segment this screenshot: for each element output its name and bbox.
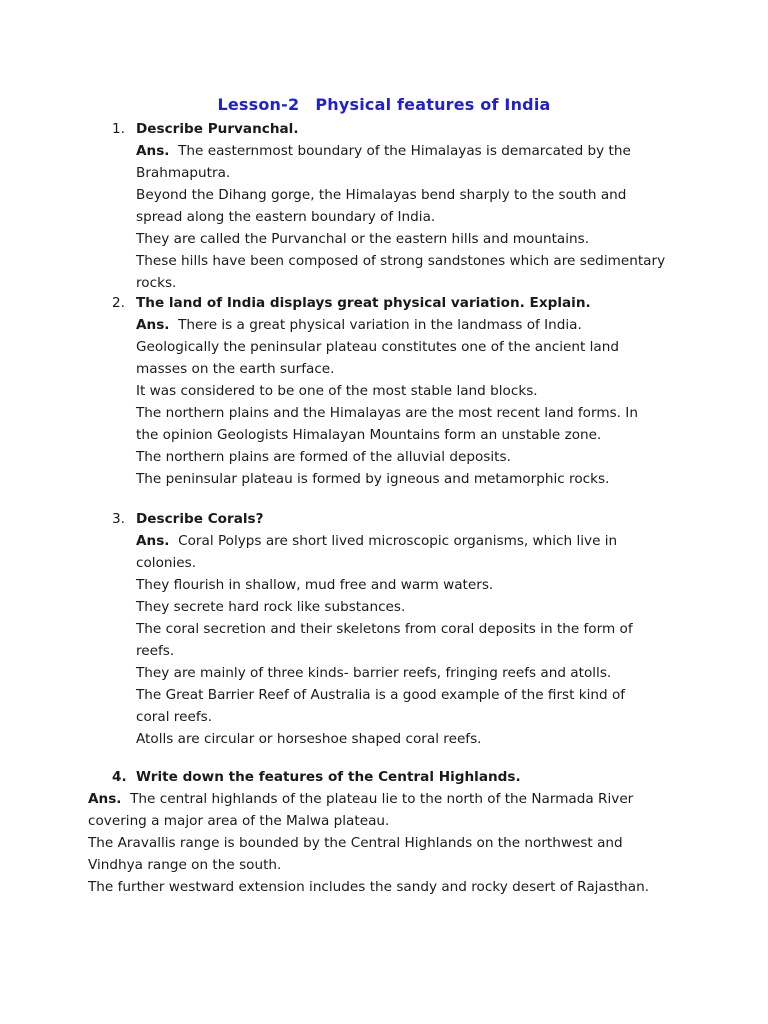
answer-line: the opinion Geologists Himalayan Mountains form an unstable zone. bbox=[136, 427, 602, 443]
answer-3 bbox=[136, 530, 633, 750]
answer-text: There is a great physical variation in the landmass of India. bbox=[178, 317, 582, 333]
answer-label: Ans. bbox=[136, 143, 170, 159]
answer-label: Ans. bbox=[136, 317, 170, 333]
lesson-subject: Physical features of India bbox=[315, 95, 551, 114]
page-title bbox=[0, 95, 768, 114]
answer-line: masses on the earth surface. bbox=[136, 361, 335, 377]
answer-line: Geologically the peninsular plateau constitutes one of the ancient land bbox=[136, 339, 619, 355]
question-2-text: The land of India displays great physical variation. Explain. bbox=[136, 295, 591, 311]
answer-line: The further westward extension includes the sandy and rocky desert of Rajasthan. bbox=[88, 879, 650, 895]
answer-line: The coral secretion and their skeletons from coral deposits in the form of bbox=[136, 621, 633, 637]
answer-text: The central highlands of the plateau lie to the north of the Narmada River bbox=[130, 791, 634, 807]
question-2-heading bbox=[112, 292, 638, 314]
answer-line: The peninsular plateau is formed by igneous and metamorphic rocks. bbox=[136, 471, 610, 487]
question-3 bbox=[112, 508, 633, 750]
question-2 bbox=[112, 292, 638, 490]
question-4-heading bbox=[112, 766, 521, 788]
question-3-heading bbox=[112, 508, 633, 530]
answer-line: rocks. bbox=[136, 275, 177, 291]
answer-line: The Great Barrier Reef of Australia is a good example of the first kind of bbox=[136, 687, 626, 703]
answer-line: Beyond the Dihang gorge, the Himalayas bend sharply to the south and bbox=[136, 187, 627, 203]
answer-line: covering a major area of the Malwa plateau. bbox=[88, 813, 390, 829]
answer-label: Ans. bbox=[136, 533, 170, 549]
question-4-text: Write down the features of the Central Highlands. bbox=[136, 769, 521, 785]
lesson-number: Lesson-2 bbox=[217, 95, 300, 114]
question-1-number: 1. bbox=[112, 121, 125, 137]
answer-line: spread along the eastern boundary of India. bbox=[136, 209, 436, 225]
answer-line: They secrete hard rock like substances. bbox=[136, 599, 406, 615]
answer-text: The easternmost boundary of the Himalayas is demarcated by the bbox=[178, 143, 631, 159]
answer-line: Brahmaputra. bbox=[136, 165, 231, 181]
answer-line: They are called the Purvanchal or the eastern hills and mountains. bbox=[136, 231, 590, 247]
answer-label: Ans. bbox=[88, 791, 122, 807]
answer-4 bbox=[88, 788, 649, 898]
question-1-text: Describe Purvanchal. bbox=[136, 121, 299, 137]
answer-line: reefs. bbox=[136, 643, 175, 659]
answer-line bbox=[136, 140, 665, 162]
answer-line: Atolls are circular or horseshoe shaped coral reefs. bbox=[136, 731, 482, 747]
answer-line: They are mainly of three kinds- barrier reefs, fringing reefs and atolls. bbox=[136, 665, 612, 681]
answer-line: colonies. bbox=[136, 555, 197, 571]
question-2-number: 2. bbox=[112, 295, 125, 311]
answer-line: coral reefs. bbox=[136, 709, 213, 725]
answer-text: Coral Polyps are short lived microscopic organisms, which live in bbox=[178, 533, 618, 549]
question-4-number: 4. bbox=[112, 769, 127, 785]
answer-1 bbox=[136, 140, 665, 294]
answer-line bbox=[88, 788, 649, 810]
answer-line: The Aravallis range is bounded by the Central Highlands on the northwest and bbox=[88, 835, 623, 851]
answer-line: The northern plains and the Himalayas are the most recent land forms. In bbox=[136, 405, 638, 421]
answer-line bbox=[136, 314, 638, 336]
answer-2 bbox=[136, 314, 638, 490]
question-3-text: Describe Corals? bbox=[136, 511, 264, 527]
answer-line: They flourish in shallow, mud free and warm waters. bbox=[136, 577, 494, 593]
question-1 bbox=[112, 118, 665, 294]
answer-line: It was considered to be one of the most stable land blocks. bbox=[136, 383, 538, 399]
question-1-heading bbox=[112, 118, 665, 140]
question-3-number: 3. bbox=[112, 511, 125, 527]
answer-line: Vindhya range on the south. bbox=[88, 857, 282, 873]
answer-line: The northern plains are formed of the alluvial deposits. bbox=[136, 449, 511, 465]
answer-line bbox=[136, 530, 633, 552]
answer-line: These hills have been composed of strong sandstones which are sedimentary bbox=[136, 253, 666, 269]
